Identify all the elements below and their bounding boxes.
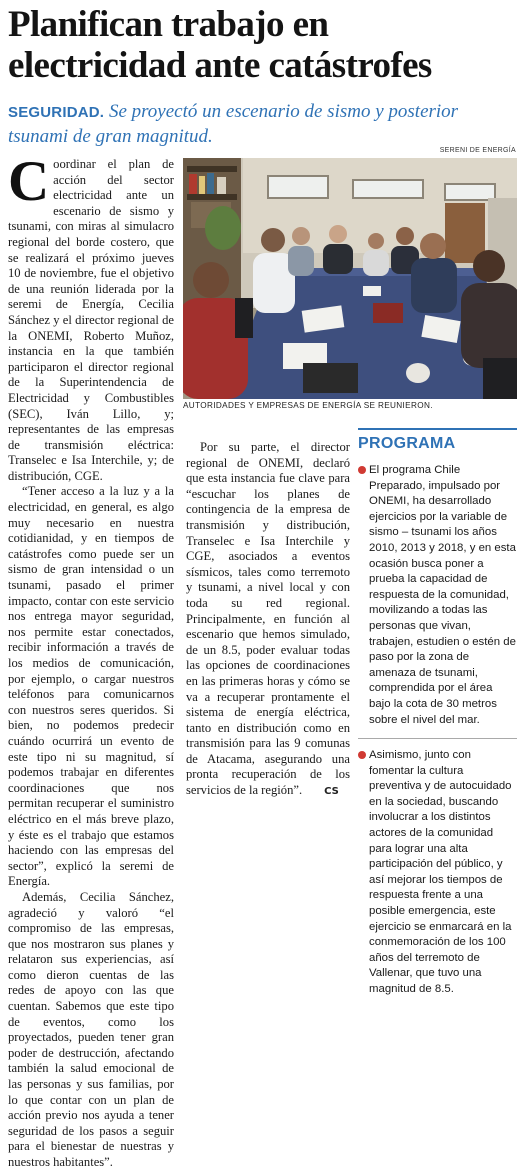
bullet-icon: [358, 751, 366, 759]
headline: [8, 4, 520, 86]
sidebar-top-rule: [358, 428, 517, 430]
sidebar-item-1: [358, 463, 517, 728]
article-end-mark: CS: [324, 786, 339, 798]
meeting-photo: [183, 158, 517, 399]
sidebar-item-2: [358, 748, 517, 998]
sidebar-divider: [358, 738, 517, 739]
photo-caption: AUTORIDADES Y EMPRESAS DE ENERGÍA SE REUNIERON.: [183, 401, 433, 410]
article-paragraph-1-text: oordinar el plan de acción del sector electricidad ante un escenario de sismo y tsunami, con miras al simulacro regional del borde costero, que se realizará el próximo jueves 10 de noviembre, fue el objetivo de una reunión liderada por la seremi de Energía, Cecilia Sánchez y el director regional de la ONEMI, Roberto Muñoz, instancia en la que también participaron el director regional de la Superintendencia de Electricidad y Combustibles (SEC), Iván Lillo, y; representantes de las empresas de transmisión eléctrica: Transelec e Isa Interchile, y; de distribución, CGE.: [8, 157, 174, 483]
program-sidebar: [358, 428, 517, 998]
sidebar-item-2-text: Asimismo, junto con fomentar la cultura preventiva y de autocuidado en la sociedad, buscando involucrar a los distintos actores de la comunidad para lograr una alta participación del público, y así mejorar los tiempos de respuesta frente a una posible emergencia, este ejercicio se enmarcará en la conmemoración de los 100 años del terremoto de Vallenar, que tuvo una magnitud de 8.5.: [369, 749, 512, 995]
headline-line-1: Planifican trabajo en: [8, 4, 329, 45]
sidebar-item-1-text: El programa Chile Preparado, impulsado por ONEMI, ha desarrollado ejercicios por la variable de sismo – tsunami los años 2010, 2013 y 2018, y en esta ocasión busca poner a prueba la capacidad de respuesta de la comunidad, movilizando a todas las personas que vivan, trabajen, estudien o estén de paso por la zona de amenaza de tsunami, comprendida por el área bajo la cota de 30 metros sobre el nivel del mar.: [369, 464, 516, 726]
article-paragraph-2: “Tener acceso a la luz y a la electricidad, en general, es algo muy necesario en nuestra cotidianidad, y en tiempos de catástrofes como puede ser un sismo de gran intensidad o un tsunami, pasado el primer impacto, contar con este servicio nos entrega mayor seguridad, nos permite estar conectados, recibir información a través de los medios de comunicación, por ejemplo, o cargar nuestros teléfonos para comunicarnos con nuestros seres queridos. Si bien, no podemos predecir cuándo ocurrirá un evento de este tipo ni su magnitud, sí podemos trabajar en diferentes coordinaciones que nos permitan recuperar el suministro eléctrico en el más breve plazo, y éste es el trabajo que estamos haciendo con las empresas del sector”, explicó la seremi de Energía.: [8, 484, 174, 889]
article-paragraph-3: Además, Cecilia Sánchez, agradeció y valoró “el compromiso de las empresas, que nos mostraron sus planes y relataron sus experiencias, así como dieron cuentas de las redes de apoyo con las que cuentan. Sabemos que este tipo de eventos, como los proyectados, pueden tener gran poder de destrucción, afectando también la salud emocional de las personas y sus familias, por lo que contar con un plan de acción previo nos ayuda a tener seguridad de los pasos a seguir para el bienestar de nuestras y nuestros habitantes”.: [8, 889, 174, 1169]
article-column-2: [186, 440, 350, 800]
subheadline: [8, 100, 518, 149]
sidebar-title: PROGRAMA: [358, 435, 456, 452]
article-paragraph-1: [8, 150, 174, 484]
subheadline-line-1: Se proyectó un escenario de sismo y posterior: [108, 101, 459, 122]
photo-credit: SERENI DE ENERGÍA: [439, 147, 516, 154]
article-paragraph-4: [186, 440, 350, 800]
subheadline-line-2: tsunami de gran magnitud.: [8, 126, 213, 147]
bullet-icon: [358, 466, 366, 474]
headline-line-2: electricidad ante catástrofes: [8, 45, 432, 86]
article-column-1: [8, 150, 174, 1171]
section-kicker: SEGURIDAD.: [8, 104, 105, 121]
meeting-photo-illustration: [183, 158, 517, 399]
dropcap: C: [8, 150, 50, 213]
article-paragraph-4-text: Por su parte, el director regional de ONEMI, declaró que esta instancia fue clave para “escuchar los planes de contingencia de la empresa de transmisión y distribución, Transelec e Isa Interchile y CGE, asociados a eventos sísmicos, tales como terremoto y tsunami, a nivel local y con toda su red regional. Principalmente, en función al escenario que hemos simulado, de un 8.5, poder evaluar todas las opciones de coordinaciones en las primeras horas y cómo se va a recuperar prontamente el sistema de energía eléctrica, tanto en distribución como en transmisión para las 9 comunas de Atacama, asegurando una pronta recuperación de los servicios de la región”.: [186, 440, 350, 798]
